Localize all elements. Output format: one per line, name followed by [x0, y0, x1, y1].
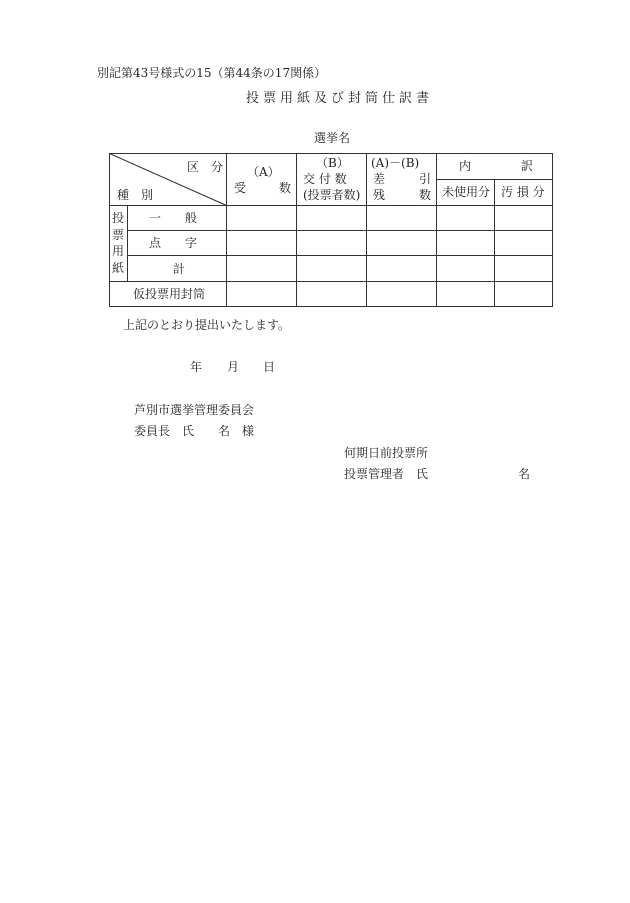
row-braille-label: 点 字 [149, 236, 198, 250]
election-name-label: 選挙名 [314, 131, 351, 145]
col-a-label: （A） [247, 165, 280, 179]
poll-manager-name-suffix: 名 [518, 467, 531, 481]
row-general-label: 一 般 [149, 211, 198, 225]
group-label-char-4: 紙 [112, 261, 125, 275]
col-ab-label: (A)－(B) [371, 156, 420, 170]
col-b-voters: (投票者数) [303, 188, 361, 202]
col-divider-4 [436, 153, 437, 307]
col-unused: 未使用分 [442, 185, 491, 199]
group-divider [127, 205, 128, 281]
group-label-char-3: 用 [112, 244, 125, 258]
corner-top-label: 区 分 [187, 160, 224, 174]
row-line-1 [127, 230, 553, 231]
document-title: 投票用紙及び封筒仕訳書 [246, 91, 434, 106]
table-border-right [552, 153, 553, 307]
breakdown-label-2: 訳 [521, 159, 534, 173]
col-b-label: （B） [316, 156, 349, 170]
submission-statement: 上記のとおり提出いたします。 [123, 318, 291, 332]
form-reference: 別記第43号様式の15（第44条の17関係） [97, 66, 327, 80]
row-total-label: 計 [173, 262, 186, 276]
row-envelope-label: 仮投票用封筒 [133, 287, 206, 301]
col-ab-remain-1: 残 [373, 188, 386, 202]
group-label-char-1: 投 [112, 211, 125, 225]
date-month-label: 月 [227, 360, 240, 374]
breakdown-table [109, 153, 553, 307]
col-a-receive: 受 [234, 181, 247, 195]
col-ab-remain-2: 数 [419, 188, 432, 202]
col-divider-5 [494, 179, 495, 307]
group-label-char-2: 票 [112, 228, 125, 242]
col-ab-diff-1: 差 [373, 172, 386, 186]
poll-manager-label: 投票管理者 氏 [344, 467, 429, 481]
col-b-issued: 交 付 数 [303, 172, 347, 186]
col-divider-2 [296, 153, 297, 307]
polling-station-name: 何期日前投票所 [344, 446, 429, 460]
committee-name: 芦別市選挙管理委員会 [134, 403, 255, 417]
col-damaged: 汚 損 分 [501, 185, 545, 199]
row-line-3 [109, 281, 553, 282]
date-year-label: 年 [190, 360, 203, 374]
corner-bottom-label: 種 別 [117, 188, 154, 202]
col-ab-diff-2: 引 [419, 172, 432, 186]
col-divider-3 [366, 153, 367, 307]
breakdown-label-1: 内 [459, 159, 472, 173]
chair-addressee: 委員長 氏 名 様 [134, 424, 255, 438]
row-line-2 [127, 255, 553, 256]
date-day-label: 日 [263, 360, 276, 374]
col-a-count: 数 [279, 181, 292, 195]
table-border-bottom [109, 306, 553, 307]
